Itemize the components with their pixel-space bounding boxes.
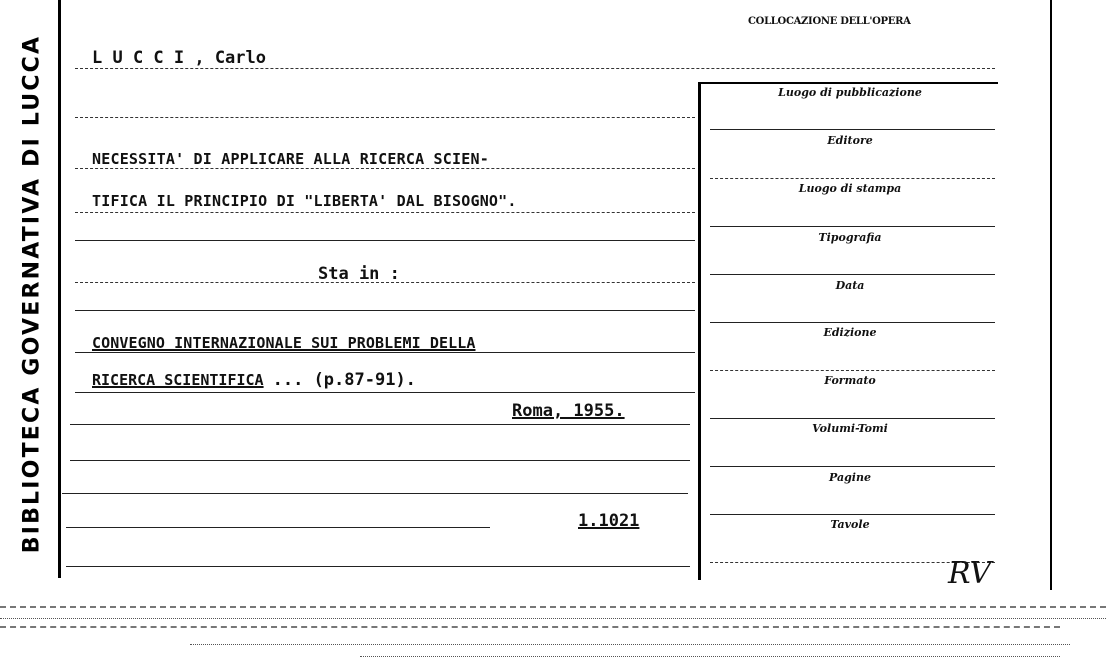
field-data: Data (835, 279, 865, 292)
field-rule-9 (710, 514, 995, 515)
right-column-rule (698, 82, 701, 580)
field-tavole: Tavole (830, 518, 870, 531)
entry-line-3 (75, 168, 695, 169)
entry-line-9 (75, 392, 695, 393)
field-rule-7 (710, 418, 995, 419)
entry-line-8 (75, 352, 695, 353)
field-edizione: Edizione (823, 326, 877, 339)
scan-artifact-line (360, 656, 1060, 657)
field-luogo-stampa: Luogo di stampa (798, 182, 902, 195)
field-rule-1 (710, 129, 995, 130)
left-margin-rule (58, 0, 61, 578)
title-line-1: NECESSITA' DI APPLICARE ALLA RICERCA SCIEN- (92, 150, 489, 168)
entry-line-13 (66, 527, 490, 528)
collocation-header: COLLOCAZIONE DELL'OPERA (748, 16, 911, 27)
entry-line-2 (75, 117, 695, 118)
source-pages: ... (p.87-91). (272, 370, 416, 390)
source-in-label: Sta in : (318, 264, 400, 284)
field-rule-5 (710, 322, 995, 323)
entry-line-10 (70, 424, 690, 425)
entry-line-12 (62, 493, 688, 494)
source-title-line-2 (92, 370, 416, 390)
entry-line-14 (66, 566, 690, 567)
shelfmark: 1.1021 (578, 511, 640, 531)
entry-line-1 (75, 68, 995, 69)
field-rule-4 (710, 274, 995, 275)
field-rule-6 (710, 370, 995, 371)
entry-line-11 (70, 460, 690, 461)
scan-artifact-line (0, 618, 1106, 619)
handwritten-initials: RV (948, 556, 992, 591)
field-tipografia: Tipografia (818, 231, 882, 244)
entry-line-7 (75, 310, 695, 311)
field-editore: Editore (827, 134, 873, 147)
library-name-label: BIBLIOTECA GOVERNATIVA DI LUCCA (19, 34, 45, 554)
field-rule-3 (710, 226, 995, 227)
author-name: L U C C I , Carlo (92, 48, 266, 68)
source-title-line-1: CONVEGNO INTERNAZIONALE SUI PROBLEMI DELLA (92, 334, 476, 352)
place-year: Roma, 1955. (512, 401, 625, 421)
scan-artifact-line (0, 626, 1060, 628)
scan-artifact-line (190, 644, 1070, 645)
entry-line-4 (75, 212, 695, 213)
right-column-top-rule (698, 82, 998, 84)
field-rule-8 (710, 466, 995, 467)
field-formato: Formato (824, 374, 876, 387)
field-luogo-pubblicazione: Luogo di pubblicazione (778, 86, 922, 99)
title-line-2: TIFICA IL PRINCIPIO DI "LIBERTA' DAL BISOGNO". (92, 192, 517, 210)
card-right-edge (1050, 0, 1052, 590)
field-rule-2 (710, 178, 995, 179)
field-pagine: Pagine (829, 471, 871, 484)
scan-artifact-line (0, 606, 1106, 608)
entry-line-5 (75, 240, 695, 241)
field-volumi-tomi: Volumi-Tomi (812, 422, 888, 435)
source-title-line-2-text: RICERCA SCIENTIFICA (92, 371, 264, 389)
